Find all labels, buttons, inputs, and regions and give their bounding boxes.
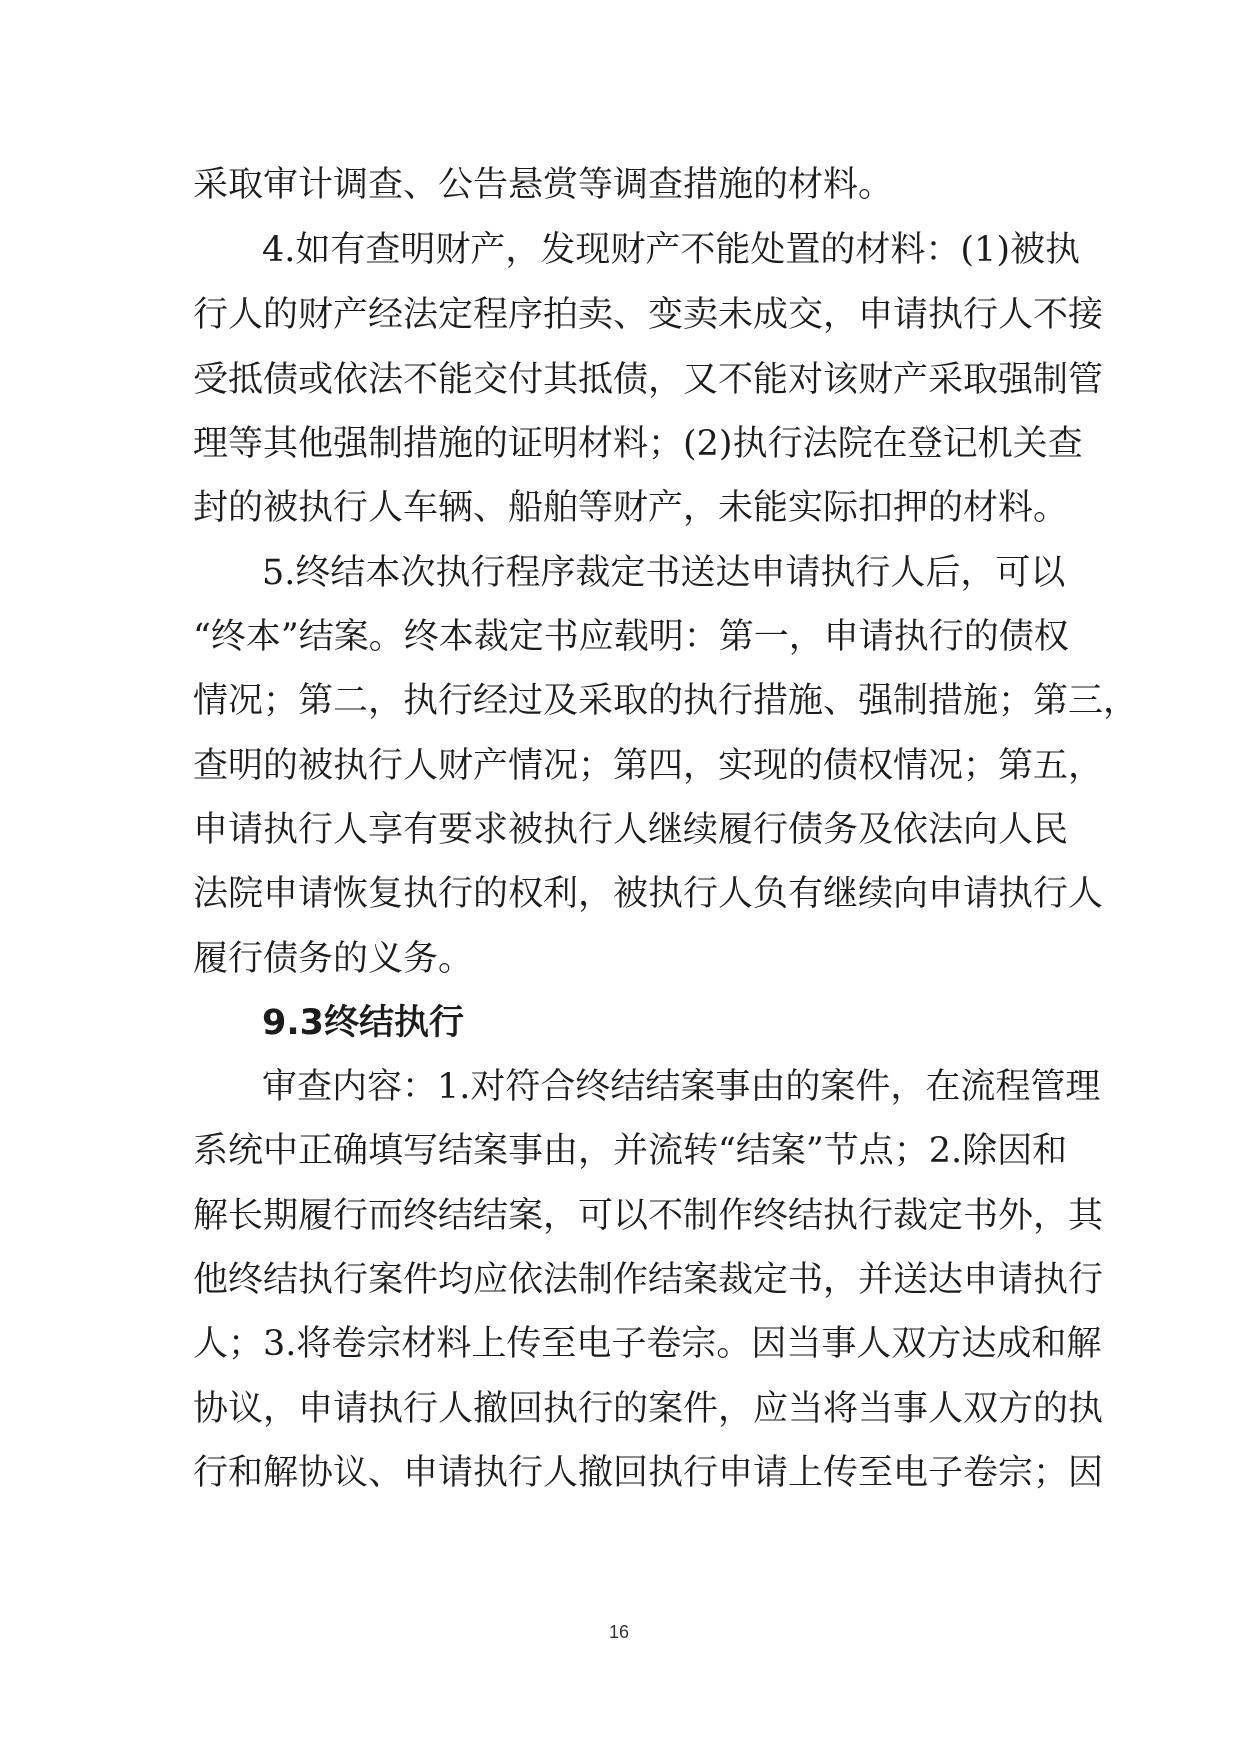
text-line: 情况；第二，执行经过及采取的执行措施、强制措施；第三， (193, 681, 1139, 721)
text-line: 封的被执行人车辆、船舶等财产，未能实际扣押的材料。 (193, 488, 1069, 528)
text-line: 申请执行人享有要求被执行人继续履行债务及依法向人民 (193, 810, 1069, 850)
text-line: 行人的财产经法定程序拍卖、变卖未成交，申请执行人不接 (193, 295, 1104, 335)
text-line: 查明的被执行人财产情况；第四，实现的债权情况；第五， (193, 746, 1104, 786)
text-line: 人；3.将卷宗材料上传至电子卷宗。因当事人双方达成和解 (193, 1324, 1102, 1364)
text-line: 系统中正确填写结案事由，并流转“结案”节点；2.除因和 (193, 1131, 1068, 1171)
text-line: 理等其他强制措施的证明材料；(2)执行法院在登记机关查 (193, 424, 1083, 464)
text-line: 5.终结本次执行程序裁定书送达申请执行人后，可以 (262, 553, 1066, 593)
text-line: 4.如有查明财产，发现财产不能处置的材料：(1)被执 (262, 230, 1080, 270)
text-line: 他终结执行案件均应依法制作结案裁定书，并送达申请执行 (193, 1260, 1104, 1300)
text-line: 履行债务的义务。 (193, 939, 474, 979)
text-line: 受抵债或依法不能交付其抵债，又不能对该财产采取强制管 (193, 360, 1104, 400)
page-number: 16 (608, 1622, 630, 1642)
text-line: 采取审计调查、公告悬赏等调查措施的材料。 (193, 165, 894, 205)
text-line: 法院申请恢复执行的权利，被执行人负有继续向申请执行人 (193, 874, 1104, 914)
text-line: 协议，申请执行人撤回执行的案件，应当将当事人双方的执 (193, 1389, 1104, 1429)
text-line: 行和解协议、申请执行人撤回执行申请上传至电子卷宗；因 (193, 1453, 1104, 1493)
section-heading: 9.3终结执行 (262, 1003, 465, 1043)
text-line: 审查内容：1.对符合终结结案事由的案件，在流程管理 (262, 1067, 1101, 1107)
text-line: “终本”结案。终本裁定书应载明：第一，申请执行的债权 (193, 617, 1069, 657)
text-line: 解长期履行而终结结案，可以不制作终结执行裁定书外，其 (193, 1196, 1104, 1236)
